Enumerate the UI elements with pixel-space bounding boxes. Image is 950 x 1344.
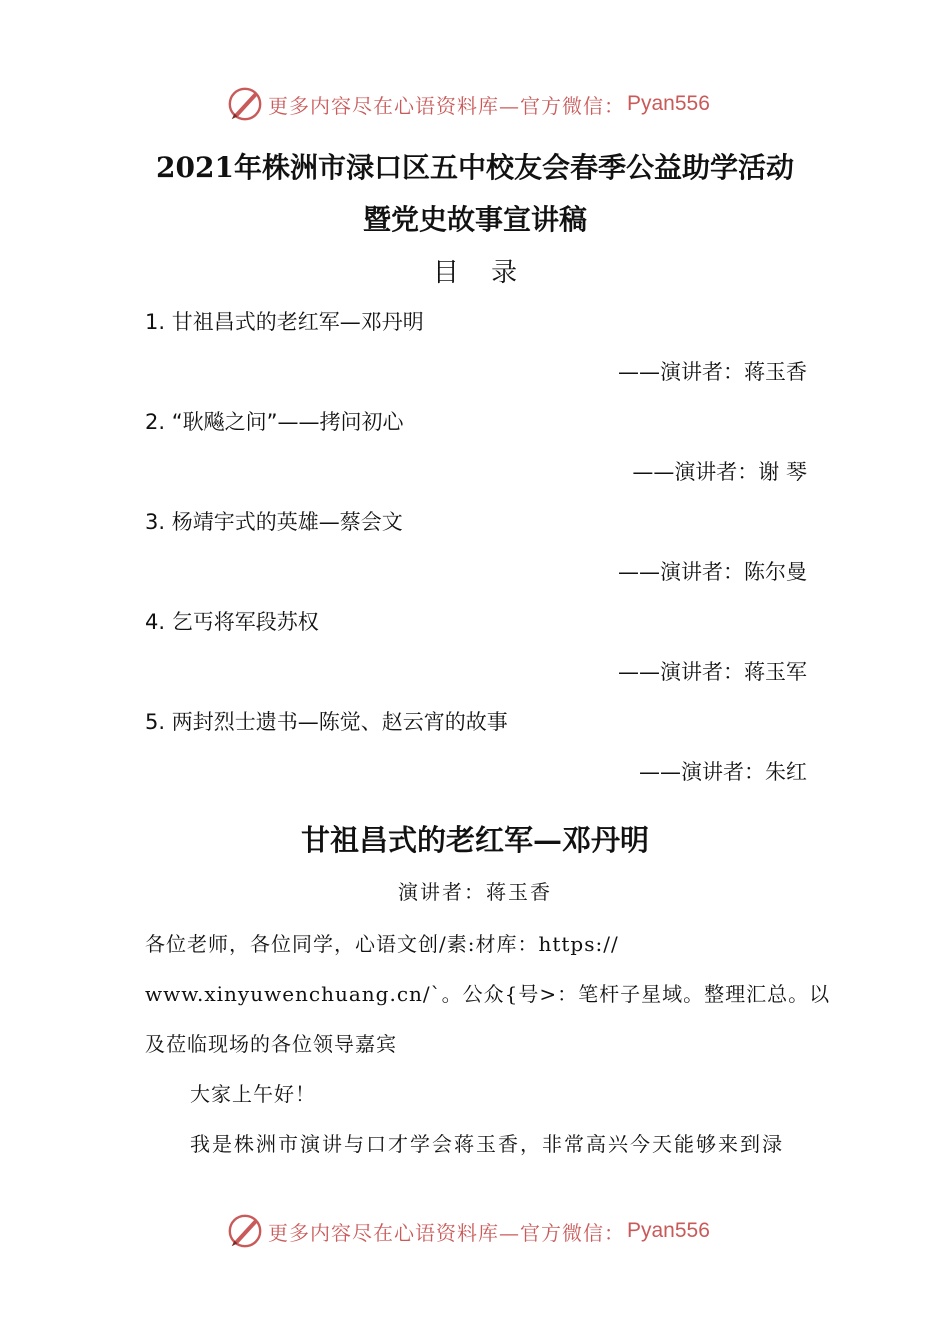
pen-emblem-icon: [226, 1212, 264, 1250]
toc-speaker-3: ——演讲者：陈尔曼: [618, 560, 807, 584]
toc-heading: 目 录: [432, 258, 530, 288]
paragraph-line: www.xinyuwenchuang.cn/`。公众{号>：笔杆子星域。整理汇总。以: [145, 982, 831, 1006]
toc-item-1: 1. 甘祖昌式的老红军—邓丹明: [145, 310, 424, 334]
section-title: 甘祖昌式的老红军—邓丹明: [300, 823, 649, 857]
banner-wechat-id: Pyan556: [627, 1219, 710, 1242]
document-title-line1: 2021年株洲市渌口区五中校友会春季公益助学活动: [156, 151, 794, 184]
toc-item-3: 3. 杨靖宇式的英雄—蔡会文: [145, 510, 403, 534]
greeting: 大家上午好！: [190, 1082, 316, 1106]
paragraph-line: 各位老师，各位同学，心语文创/素:材库：https://: [145, 932, 619, 956]
banner-text: 更多内容尽在心语资料库—官方微信：: [268, 93, 625, 118]
section-speaker: 演讲者：蒋玉香: [398, 880, 552, 904]
pen-emblem-icon: [226, 85, 264, 123]
document-title-line2: 暨党史故事宣讲稿: [362, 203, 587, 236]
paragraph-line: 我是株洲市演讲与口才学会蒋玉香，非常高兴今天能够来到渌: [190, 1132, 784, 1156]
banner-text: 更多内容尽在心语资料库—官方微信：: [268, 1220, 625, 1245]
toc-speaker-2: ——演讲者：谢 琴: [632, 460, 807, 484]
toc-item-2: 2. “耿飚之问”——拷问初心: [145, 410, 404, 434]
toc-speaker-1: ——演讲者：蒋玉香: [618, 360, 807, 384]
footer-banner: [226, 1211, 710, 1251]
toc-speaker-4: ——演讲者：蒋玉军: [618, 660, 807, 684]
toc-item-5: 5. 两封烈士遗书—陈觉、赵云宵的故事: [145, 710, 508, 734]
banner-wechat-id: Pyan556: [627, 92, 710, 115]
header-banner: [226, 84, 710, 124]
toc-speaker-5: ——演讲者：朱红: [639, 760, 807, 784]
paragraph-line: 及莅临现场的各位领导嘉宾: [145, 1032, 397, 1056]
toc-item-4: 4. 乞丐将军段苏权: [145, 610, 319, 634]
